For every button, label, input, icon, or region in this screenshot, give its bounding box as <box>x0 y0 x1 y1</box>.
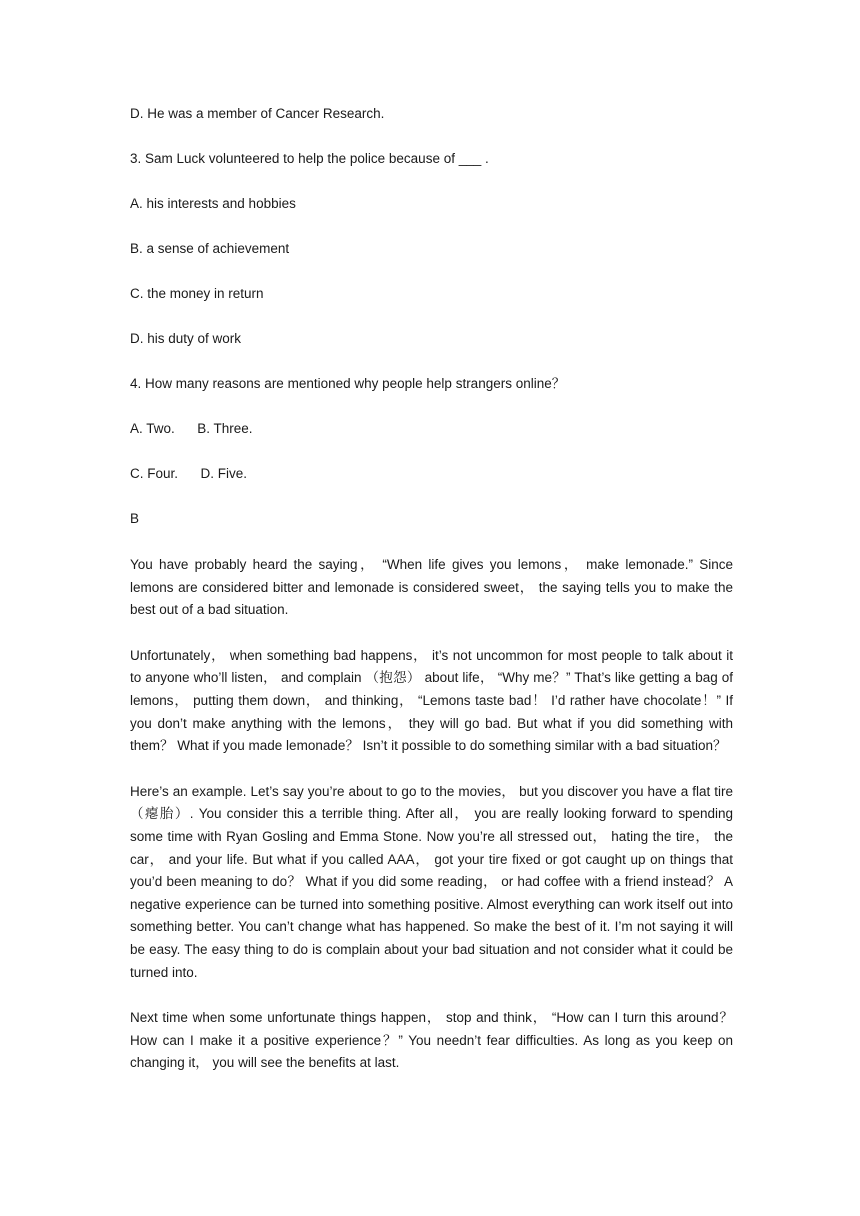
passage-paragraph-3: Here’s an example. Let’s say you’re about to go to the movies， but you discover you have a flat tire （瘪胎）. You consider this a terrible thing. After all， you are really looking forward to spending some time with Ryan Gosling and Emma Stone. Now you’re all stressed out， hating the tire， the car， and your life. But what if you called AAA， got your tire fixed or got caught up on things that you’d been meaning to do？ What if you did some reading， or had coffee with a friend instead？ A negative experience can be turned into something positive. Almost everything can work itself out into something better. You can’t change what has happened. So make the best of it. I’m not saying it will be easy. The easy thing to do is complain about your bad situation and not consider what it could be turned into. <box>130 783 733 980</box>
q4-question: 4. How many reasons are mentioned why people help strangers online？ <box>130 376 566 391</box>
q4-options-cd: C. Four. D. Five. <box>130 466 248 481</box>
q3-option-a: A. his interests and hobbies <box>130 196 296 211</box>
q3-question: 3. Sam Luck volunteered to help the police because of ___ . <box>130 151 489 166</box>
q2-option-d: D. He was a member of Cancer Research. <box>130 106 385 121</box>
document-page <box>130 104 733 1098</box>
passage-paragraph-4: Next time when some unfortunate things happen， stop and think， “How can I turn this around？ How can I make it a positive experience？” You needn’t fear difficulties. As long as you keep on changing it， you will see the benefits at last. <box>130 1010 733 1071</box>
q3-option-c: C. the money in return <box>130 286 264 301</box>
passage-paragraph-1: You have probably heard the saying， “When life gives you lemons， make lemonade.” Since lemons are considered bitter and lemonade is considered sweet， the saying tells you to make the best out of a bad situation. <box>130 557 733 618</box>
section-label: B <box>130 511 140 526</box>
q3-option-d: D. his duty of work <box>130 331 242 346</box>
q4-options-ab: A. Two. B. Three. <box>130 421 253 436</box>
passage-paragraph-2: Unfortunately， when something bad happens， it’s not uncommon for most people to talk about it to anyone who’ll listen， and complain （抱怨） about life， “Why me？” That’s like getting a bag of lemons， putting them down， and thinking， “Lemons taste bad！ I’d rather have chocolate！” If you don’t make anything with the lemons， they will go bad. But what if you did something with them？ What if you made lemonade？ Isn’t it possible to do something similar with a bad situation？ <box>130 647 733 754</box>
q3-option-b: B. a sense of achievement <box>130 241 290 256</box>
